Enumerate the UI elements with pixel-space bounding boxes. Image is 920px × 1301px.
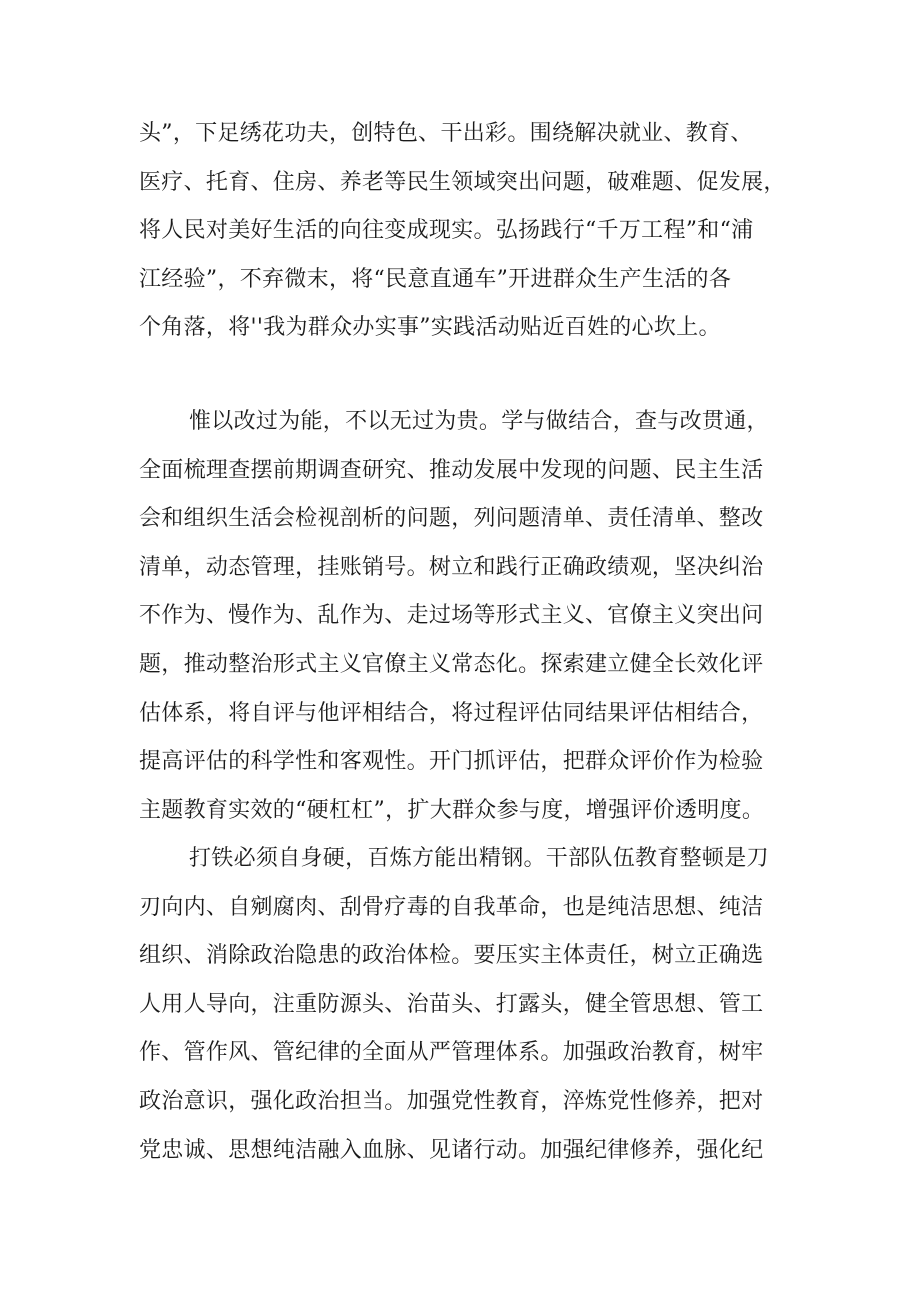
text-line: 清单，动态管理，挂账销号。树立和践行正确政绩观，坚决纠治: [139, 554, 764, 580]
text-line: 将人民对美好生活的向往变成现实。弘扬践行“千万工程”和“浦: [139, 218, 754, 244]
text-line: 党忠诚、思想纯洁融入血脉、见诸行动。加强纪律修养，强化纪: [139, 1137, 764, 1163]
text-line: 江经验”，不弃微末，将“民意直通车”开进群众生产生活的各: [139, 266, 732, 292]
text-line: 头”，下足绣花功夫，创特色、干出彩。围绕解决就业、教育、: [139, 121, 753, 146]
text-line: 打铁必须自身硬，百炼方能出精钢。干部队伍教育整顿是刀: [189, 846, 769, 871]
text-line: 组织、消除政治隐患的政治体检。要压实主体责任，树立正确选: [139, 943, 764, 969]
text-line: 不作为、慢作为、乱作为、走过场等形式主义、官僚主义突出问: [139, 603, 764, 629]
text-line: 作、管作风、管纪律的全面从严管理体系。加强政治教育，树牢: [139, 1040, 764, 1066]
text-line: 提高评估的科学性和客观性。开门抓评估，把群众评价作为检验: [139, 749, 764, 775]
text-line: 全面梳理查摆前期调查研究、推动发展中发现的问题、民主生活: [139, 457, 764, 483]
text-line: 会和组织生活会检视剖析的问题，列问题清单、责任清单、整改: [139, 506, 764, 532]
text-line: 个角落，将''我为群众办实事”实践活动贴近百姓的心坎上。: [139, 315, 721, 341]
text-line: 刃向内、自剜腐肉、刮骨疗毒的自我革命，也是纯洁思想、纯洁: [139, 894, 764, 920]
text-line: 估体系，将自评与他评相结合，将过程评估同结果评估相结合，: [139, 700, 764, 726]
text-line: 政治意识，强化政治担当。加强党性教育，淬炼党性修养，把对: [139, 1088, 764, 1114]
text-line: 惟以改过为能，不以无过为贵。学与做结合，查与改贯通，: [189, 409, 769, 434]
text-line: 人用人导向，注重防源头、治苗头、打露头，健全管思想、管工: [139, 991, 764, 1017]
text-line: 题，推动整治形式主义官僚主义常态化。探索建立健全长效化评: [139, 651, 764, 677]
text-line: 医疗、托育、住房、养老等民生领域突出问题，破难题、促发展，: [139, 169, 786, 195]
text-line: 主题教育实效的“硬杠杠”，扩大群众参与度，增强评价透明度。: [139, 797, 765, 823]
paragraph-livelihood: [139, 110, 799, 353]
paragraph-cadre-discipline: [139, 835, 799, 1175]
paragraph-rectification: [139, 398, 799, 835]
